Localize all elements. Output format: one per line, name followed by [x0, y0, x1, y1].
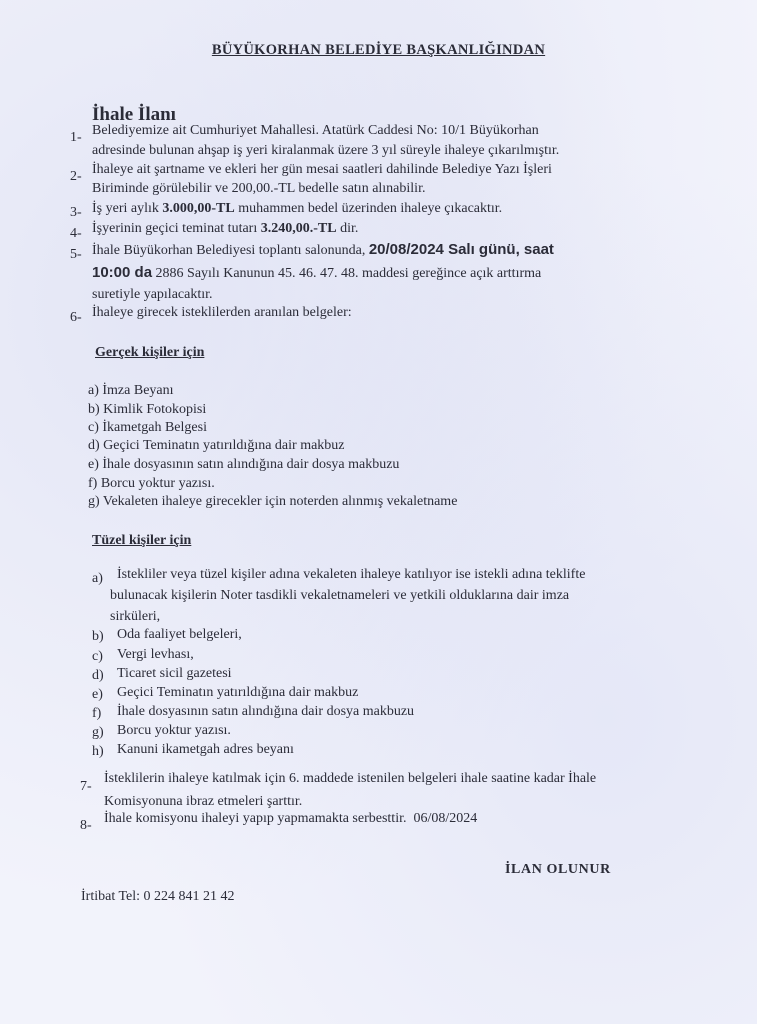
item-1-line-2: adresinde bulunan ahşap iş yeri kiralanmak üzere 3 yıl süreyle ihaleye çıkarılmıştır. [92, 143, 560, 158]
page-title: İhale İlanı [92, 104, 176, 125]
real-persons-item: b) Kimlik Fotokopisi [88, 402, 207, 417]
legal-entities-item-label: f) [92, 706, 102, 721]
item-5-line-1 [92, 241, 554, 259]
legal-entities-item-label: g) [92, 725, 104, 740]
item-7-line-1: İsteklilerin ihaleye katılmak için 6. maddede istenilen belgeleri ihale saatine kadar İhale [104, 771, 597, 786]
item-4-pre: İşyerinin geçici teminat tutarı [92, 221, 261, 236]
item-3-number: 3- [70, 205, 82, 220]
real-persons-item: f) Borcu yoktur yazısı. [88, 476, 215, 491]
real-persons-item: g) Vekaleten ihaleye girecekler için noterden alınmış vekaletname [88, 494, 458, 509]
legal-entities-item: Kanuni ikametgah adres beyanı [117, 742, 294, 757]
real-persons-item: d) Geçici Teminatın yatırıldığına dair makbuz [88, 438, 345, 453]
legal-entities-item: Geçici Teminatın yatırıldığına dair makbuz [117, 685, 359, 700]
real-persons-heading: Gerçek kişiler için [95, 345, 205, 360]
item-2-number: 2- [70, 169, 82, 184]
announcement-date: 06/08/2024 [413, 811, 478, 826]
item-8-statement: İhale komisyonu ihaleyi yapıp yapmamakta serbesttir. [104, 811, 407, 826]
auction-date: 20/08/2024 Salı günü, saat [368, 241, 554, 258]
item-5-line-2 [92, 264, 541, 282]
item-3-text [92, 201, 502, 217]
item-6-number: 6- [70, 310, 82, 325]
legal-entities-item-label: h) [92, 744, 104, 759]
legal-entities-item-label: c) [92, 649, 103, 664]
legal-entities-item-label: a) [92, 571, 103, 586]
legal-entities-item: Ticaret sicil gazetesi [117, 666, 232, 681]
item-6-text: İhaleye girecek isteklilerden aranılan belgeler: [92, 305, 352, 320]
item-8-number: 8- [80, 818, 92, 833]
item-7-number: 7- [80, 779, 92, 794]
item-8-text [104, 811, 477, 827]
item-5-law: 2886 Sayılı Kanunun 45. 46. 47. 48. maddesi gereğince açık arttırma [152, 266, 542, 281]
legal-entities-item-a-line-1: İstekliler veya tüzel kişiler adına vekaleten ihaleye katılıyor ise istekli adına teklifte [117, 567, 586, 582]
legal-entities-item-label: d) [92, 668, 104, 683]
item-2-line-1: İhaleye ait şartname ve ekleri her gün mesai saatleri dahilinde Belediye Yazı İşleri [92, 162, 552, 177]
item-4-number: 4- [70, 226, 82, 241]
item-5-number: 5- [70, 247, 82, 262]
monthly-rent-amount: 3.000,00-TL [162, 201, 235, 216]
contact-phone: İrtibat Tel: 0 224 841 21 42 [81, 889, 235, 904]
item-3-post: muhammen bedel üzerinden ihaleye çıkacaktır. [234, 201, 503, 216]
item-3-pre: İş yeri aylık [92, 201, 163, 216]
legal-entities-item: Borcu yoktur yazısı. [117, 723, 231, 738]
item-4-text [92, 221, 358, 237]
real-persons-item: c) İkametgah Belgesi [88, 420, 207, 435]
legal-entities-item: İhale dosyasının satın alındığına dair dosya makbuzu [117, 704, 415, 719]
legal-entities-item-label: e) [92, 687, 103, 702]
item-1-number: 1- [70, 130, 82, 145]
legal-entities-item: Vergi levhası, [117, 647, 194, 662]
legal-entities-item-a-line-3: sirküleri, [110, 609, 161, 624]
announcement-closing: İLAN OLUNUR [505, 862, 611, 877]
item-5-pre: İhale Büyükorhan Belediyesi toplantı salonunda, [92, 243, 369, 258]
guarantee-amount: 3.240,00.-TL [260, 221, 337, 236]
legal-entities-item: Oda faaliyet belgeleri, [117, 627, 242, 642]
real-persons-item: e) İhale dosyasının satın alındığına dair dosya makbuzu [88, 457, 400, 472]
legal-entities-item-a-line-2: bulunacak kişilerin Noter tasdikli vekaletnameleri ve yetkili olduklarına dair imza [110, 588, 570, 603]
item-5-line-3: suretiyle yapılacaktır. [92, 287, 213, 302]
legal-entities-item-label: b) [92, 629, 104, 644]
item-7-line-2: Komisyonuna ibraz etmeleri şarttır. [104, 794, 303, 809]
auction-time: 10:00 da [92, 264, 153, 281]
issuer-header: BÜYÜKORHAN BELEDİYE BAŞKANLIĞINDAN [211, 42, 546, 58]
item-2-line-2: Biriminde görülebilir ve 200,00.-TL bedelle satın alınabilir. [92, 181, 426, 196]
legal-entities-heading: Tüzel kişiler için [92, 533, 192, 548]
real-persons-item: a) İmza Beyanı [88, 383, 174, 398]
item-1-line-1: Belediyemize ait Cumhuriyet Mahallesi. Atatürk Caddesi No: 10/1 Büyükorhan [92, 123, 539, 138]
item-4-post: dir. [336, 221, 359, 236]
